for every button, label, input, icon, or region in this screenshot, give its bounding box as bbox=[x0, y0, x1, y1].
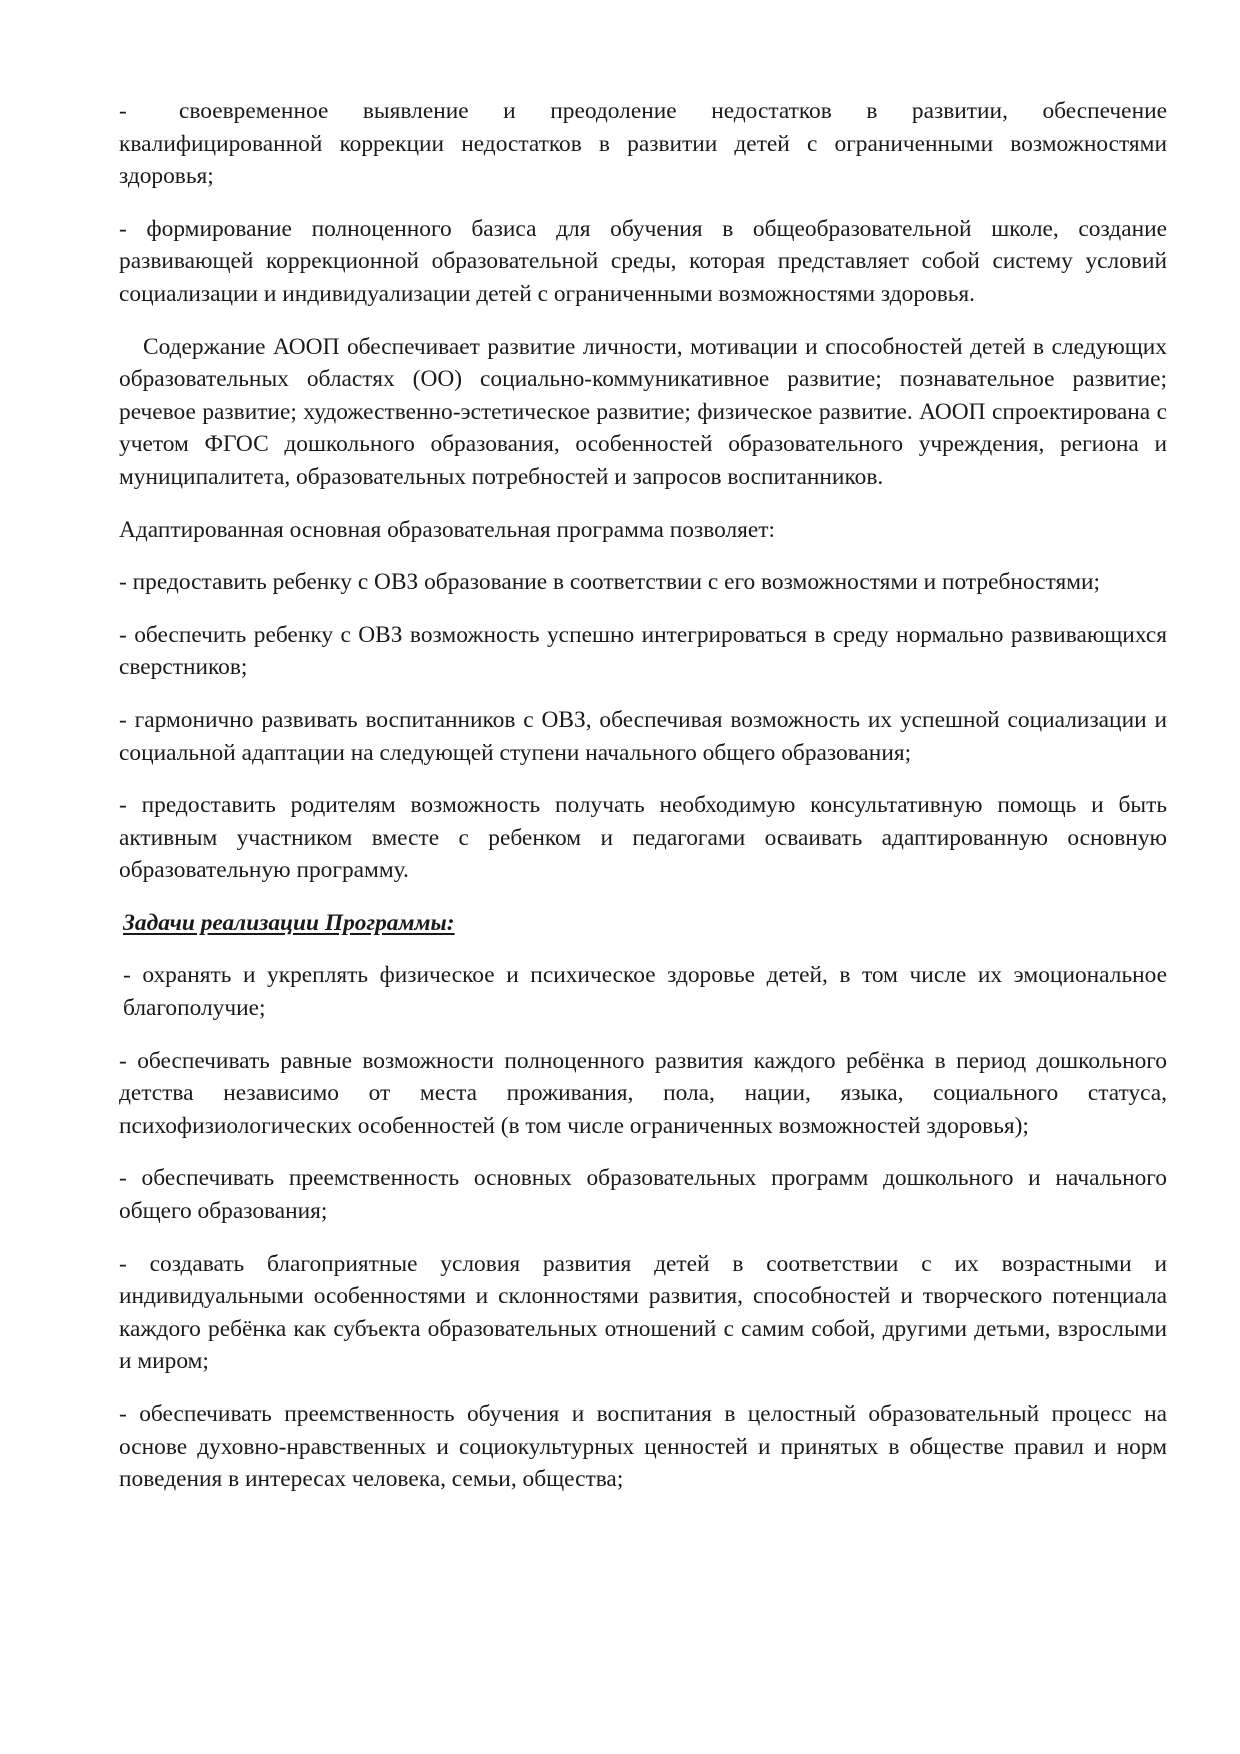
list-item: - предоставить ребенку с ОВЗ образование в соответствии с его возможностями и потребностями; bbox=[119, 569, 1101, 596]
list-item: - обеспечить ребенку с ОВЗ возможность успешно интегрироваться в среду нормально развивающихся сверстников; bbox=[119, 621, 1167, 681]
tasks-heading: Задачи реализации Программы: bbox=[123, 909, 455, 936]
paragraph-early-detection bbox=[119, 95, 1167, 193]
task-item: - обеспечивать преемственность основных образовательных программ дошкольного и начального общего образования; bbox=[119, 1165, 1167, 1225]
task-item: - создавать благоприятные условия развития детей в соответствии с их возрастными и индивидуальными особенностями и склонностями развития, способностей и творческого потенциала каждого ребёнка как субъекта образовательных отношений с самим собой, другими детьми, взрослыми и миром; bbox=[119, 1250, 1167, 1375]
task-item: - обеспечивать равные возможности полноценного развития каждого ребёнка в период дошкольного детства независимо от места проживания, пола, нации, языка, социального статуса, психофизиологических особенностей (в том числе ограниченных возможностей здоровья); bbox=[119, 1047, 1167, 1139]
paragraph-aoop-content: Содержание АООП обеспечивает развитие личности, мотивации и способностей детей в следующих образовательных областях (ОО) социально-коммуникативное развитие; познавательное развитие; речевое развитие; художественно-эстетическое развитие; физическое развитие. АООП спроектирована с учетом ФГОС дошкольного образования, особенностей образовательного учреждения, региона и муниципалитета, образовательных потребностей и запросов воспитанников. bbox=[119, 333, 1167, 490]
document-page bbox=[119, 95, 1167, 1516]
list-dash: - bbox=[119, 98, 127, 124]
task-item: - охранять и укреплять физическое и психическое здоровье детей, в том числе их эмоциональное благополучие; bbox=[123, 962, 1167, 1022]
list-item: - гармонично развивать воспитанников с ОВЗ, обеспечивая возможность их успешной социализации и социальной адаптации на следующей ступени начального общего образования; bbox=[119, 706, 1167, 766]
paragraph-program-allows: Адаптированная основная образовательная программа позволяет: bbox=[119, 516, 776, 543]
task-item: - обеспечивать преемственность обучения и воспитания в целостный образовательный процесс на основе духовно-нравственных и социокультурных ценностей и принятых в обществе правил и норм поведения в интересах человека, семьи, общества; bbox=[119, 1401, 1167, 1493]
list-item: - предоставить родителям возможность получать необходимую консультативную помощь и быть активным участником вместе с ребенком и педагогами осваивать адаптированную основную образовательную программу. bbox=[119, 792, 1167, 884]
paragraph-basis-formation: - формирование полноценного базиса для обучения в общеобразовательной школе, создание развивающей коррекционной образовательной среды, которая представляет собой систему условий социализации и индивидуализации детей с ограниченными возможностями здоровья. bbox=[119, 215, 1167, 307]
paragraph-text: своевременное выявление и преодоление недостатков в развитии, обеспечение квалифицированной коррекции недостатков в развитии детей с ограниченными возможностями здоровья; bbox=[119, 98, 1167, 190]
